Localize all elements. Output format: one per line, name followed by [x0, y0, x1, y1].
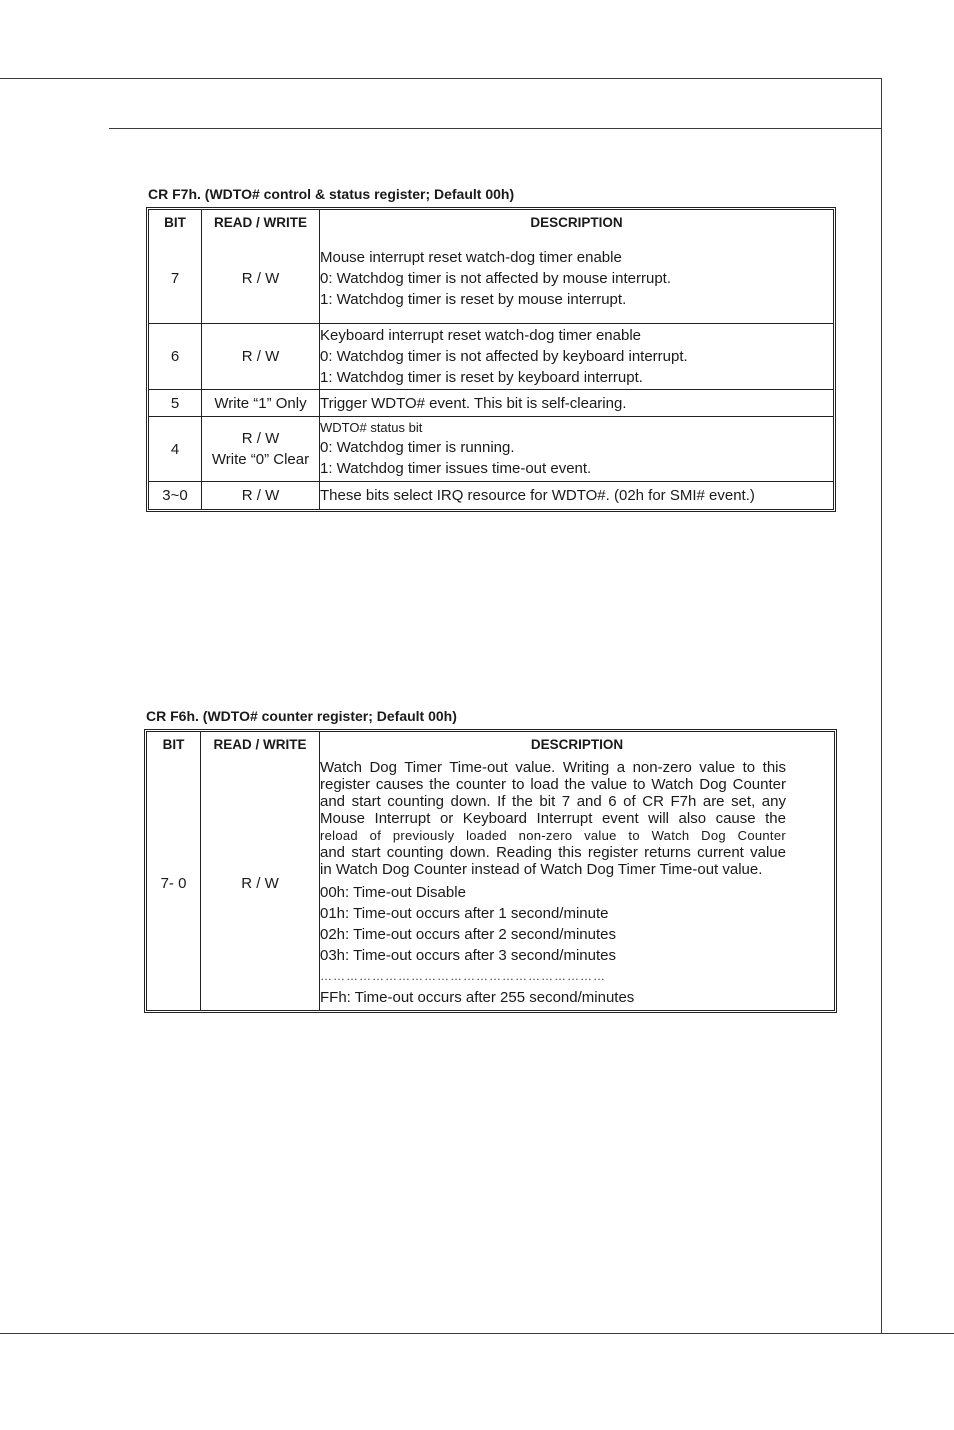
- rw-cell: R / W: [201, 756, 320, 1010]
- rw-cell: [202, 482, 320, 509]
- header-bit: BIT: [149, 210, 202, 234]
- paragraph-line: register causes the counter to load the value to Watch Dog Counter: [320, 775, 786, 793]
- description-cell: [320, 482, 833, 509]
- description-paragraph: [320, 759, 786, 878]
- page-right-border: [881, 78, 882, 1334]
- description-line: 1: Watchdog timer is reset by keyboard interrupt.: [320, 369, 643, 386]
- table-1-title: CR F7h. (WDTO# control & status register; Default 00h): [148, 186, 515, 202]
- description-cell: [320, 324, 833, 390]
- value-line: FFh: Time-out occurs after 255 second/minutes: [320, 988, 635, 1006]
- bit-cell: 7: [149, 234, 202, 324]
- ellipsis-line: …………………………………………………………: [320, 968, 606, 983]
- table-row: [149, 482, 833, 509]
- rw-text: R / W: [241, 270, 280, 287]
- header-read-write: READ / WRITE: [201, 732, 320, 756]
- description-line: 0: Watchdog timer is not affected by keyboard interrupt.: [320, 348, 688, 365]
- paragraph-line: and start counting down. Reading this register returns current value: [320, 843, 786, 861]
- rw-text: Write “0” Clear: [211, 451, 310, 468]
- table-row: [149, 234, 833, 324]
- description-cell: [320, 756, 834, 1010]
- bit-cell: 4: [149, 417, 202, 482]
- register-table-cr-f6h: [144, 729, 837, 1013]
- rw-text: R / W: [241, 348, 280, 365]
- table-row: [147, 756, 834, 1010]
- table-row: [149, 417, 833, 482]
- value-line: 03h: Time-out occurs after 3 second/minutes: [320, 946, 616, 964]
- paragraph-line: reload of previously loaded non-zero value to Watch Dog Counter: [320, 827, 786, 843]
- paragraph-line: Mouse Interrupt or Keyboard Interrupt event will also cause the: [320, 809, 786, 827]
- bit-cell: 5: [149, 390, 202, 417]
- table-row: [149, 390, 833, 417]
- rw-text: R / W: [241, 430, 280, 447]
- value-line: 01h: Time-out occurs after 1 second/minute: [320, 904, 609, 922]
- header-rule: [0, 78, 882, 79]
- header-sub-rule: [109, 128, 882, 129]
- description-line: Mouse interrupt reset watch-dog timer enable: [320, 249, 622, 266]
- table-row: [149, 324, 833, 390]
- description-cell: [320, 234, 833, 324]
- description-line: 1: Watchdog timer is reset by mouse interrupt.: [320, 291, 627, 308]
- header-read-write: READ / WRITE: [202, 210, 320, 234]
- paragraph-line: and start counting down. If the bit 7 and 6 of CR F7h are set, any: [320, 792, 786, 810]
- value-line: 00h: Time-out Disable: [320, 883, 466, 901]
- bit-cell: 6: [149, 324, 202, 390]
- footer-rule: [0, 1333, 954, 1334]
- table-header-row: [147, 732, 834, 756]
- register-table-cr-f7h: [146, 207, 836, 512]
- description-line: 0: Watchdog timer is running.: [320, 439, 515, 456]
- header-description: DESCRIPTION: [530, 214, 623, 230]
- header-bit: BIT: [147, 732, 201, 756]
- rw-text: R / W: [241, 487, 280, 504]
- bit-cell: 7- 0: [147, 756, 201, 1010]
- description-line: Keyboard interrupt reset watch-dog timer enable: [320, 327, 642, 344]
- table-header-row: [149, 210, 833, 234]
- description-cell: [320, 390, 833, 417]
- bit-cell: 3~0: [149, 482, 202, 509]
- paragraph-line: in Watch Dog Counter instead of Watch Dog Timer Time-out value.: [320, 860, 763, 878]
- description-line: These bits select IRQ resource for WDTO#. (02h for SMI# event.): [320, 487, 755, 504]
- description-line: WDTO# status bit: [320, 420, 423, 435]
- header-description: DESCRIPTION: [530, 736, 624, 752]
- table-2-title: CR F6h. (WDTO# counter register; Default 00h): [146, 708, 457, 724]
- description-line: Trigger WDTO# event. This bit is self-clearing.: [320, 394, 627, 412]
- rw-cell: [202, 417, 320, 482]
- paragraph-line: Watch Dog Timer Time-out value. Writing a non-zero value to this: [320, 758, 786, 776]
- description-line: 1: Watchdog timer issues time-out event.: [320, 460, 592, 477]
- rw-cell: [202, 390, 320, 417]
- rw-cell: [202, 324, 320, 390]
- rw-text: Write “1” Only: [214, 394, 307, 412]
- description-line: 0: Watchdog timer is not affected by mouse interrupt.: [320, 270, 672, 287]
- description-cell: [320, 417, 833, 482]
- rw-cell: [202, 234, 320, 324]
- value-line: 02h: Time-out occurs after 2 second/minutes: [320, 925, 616, 943]
